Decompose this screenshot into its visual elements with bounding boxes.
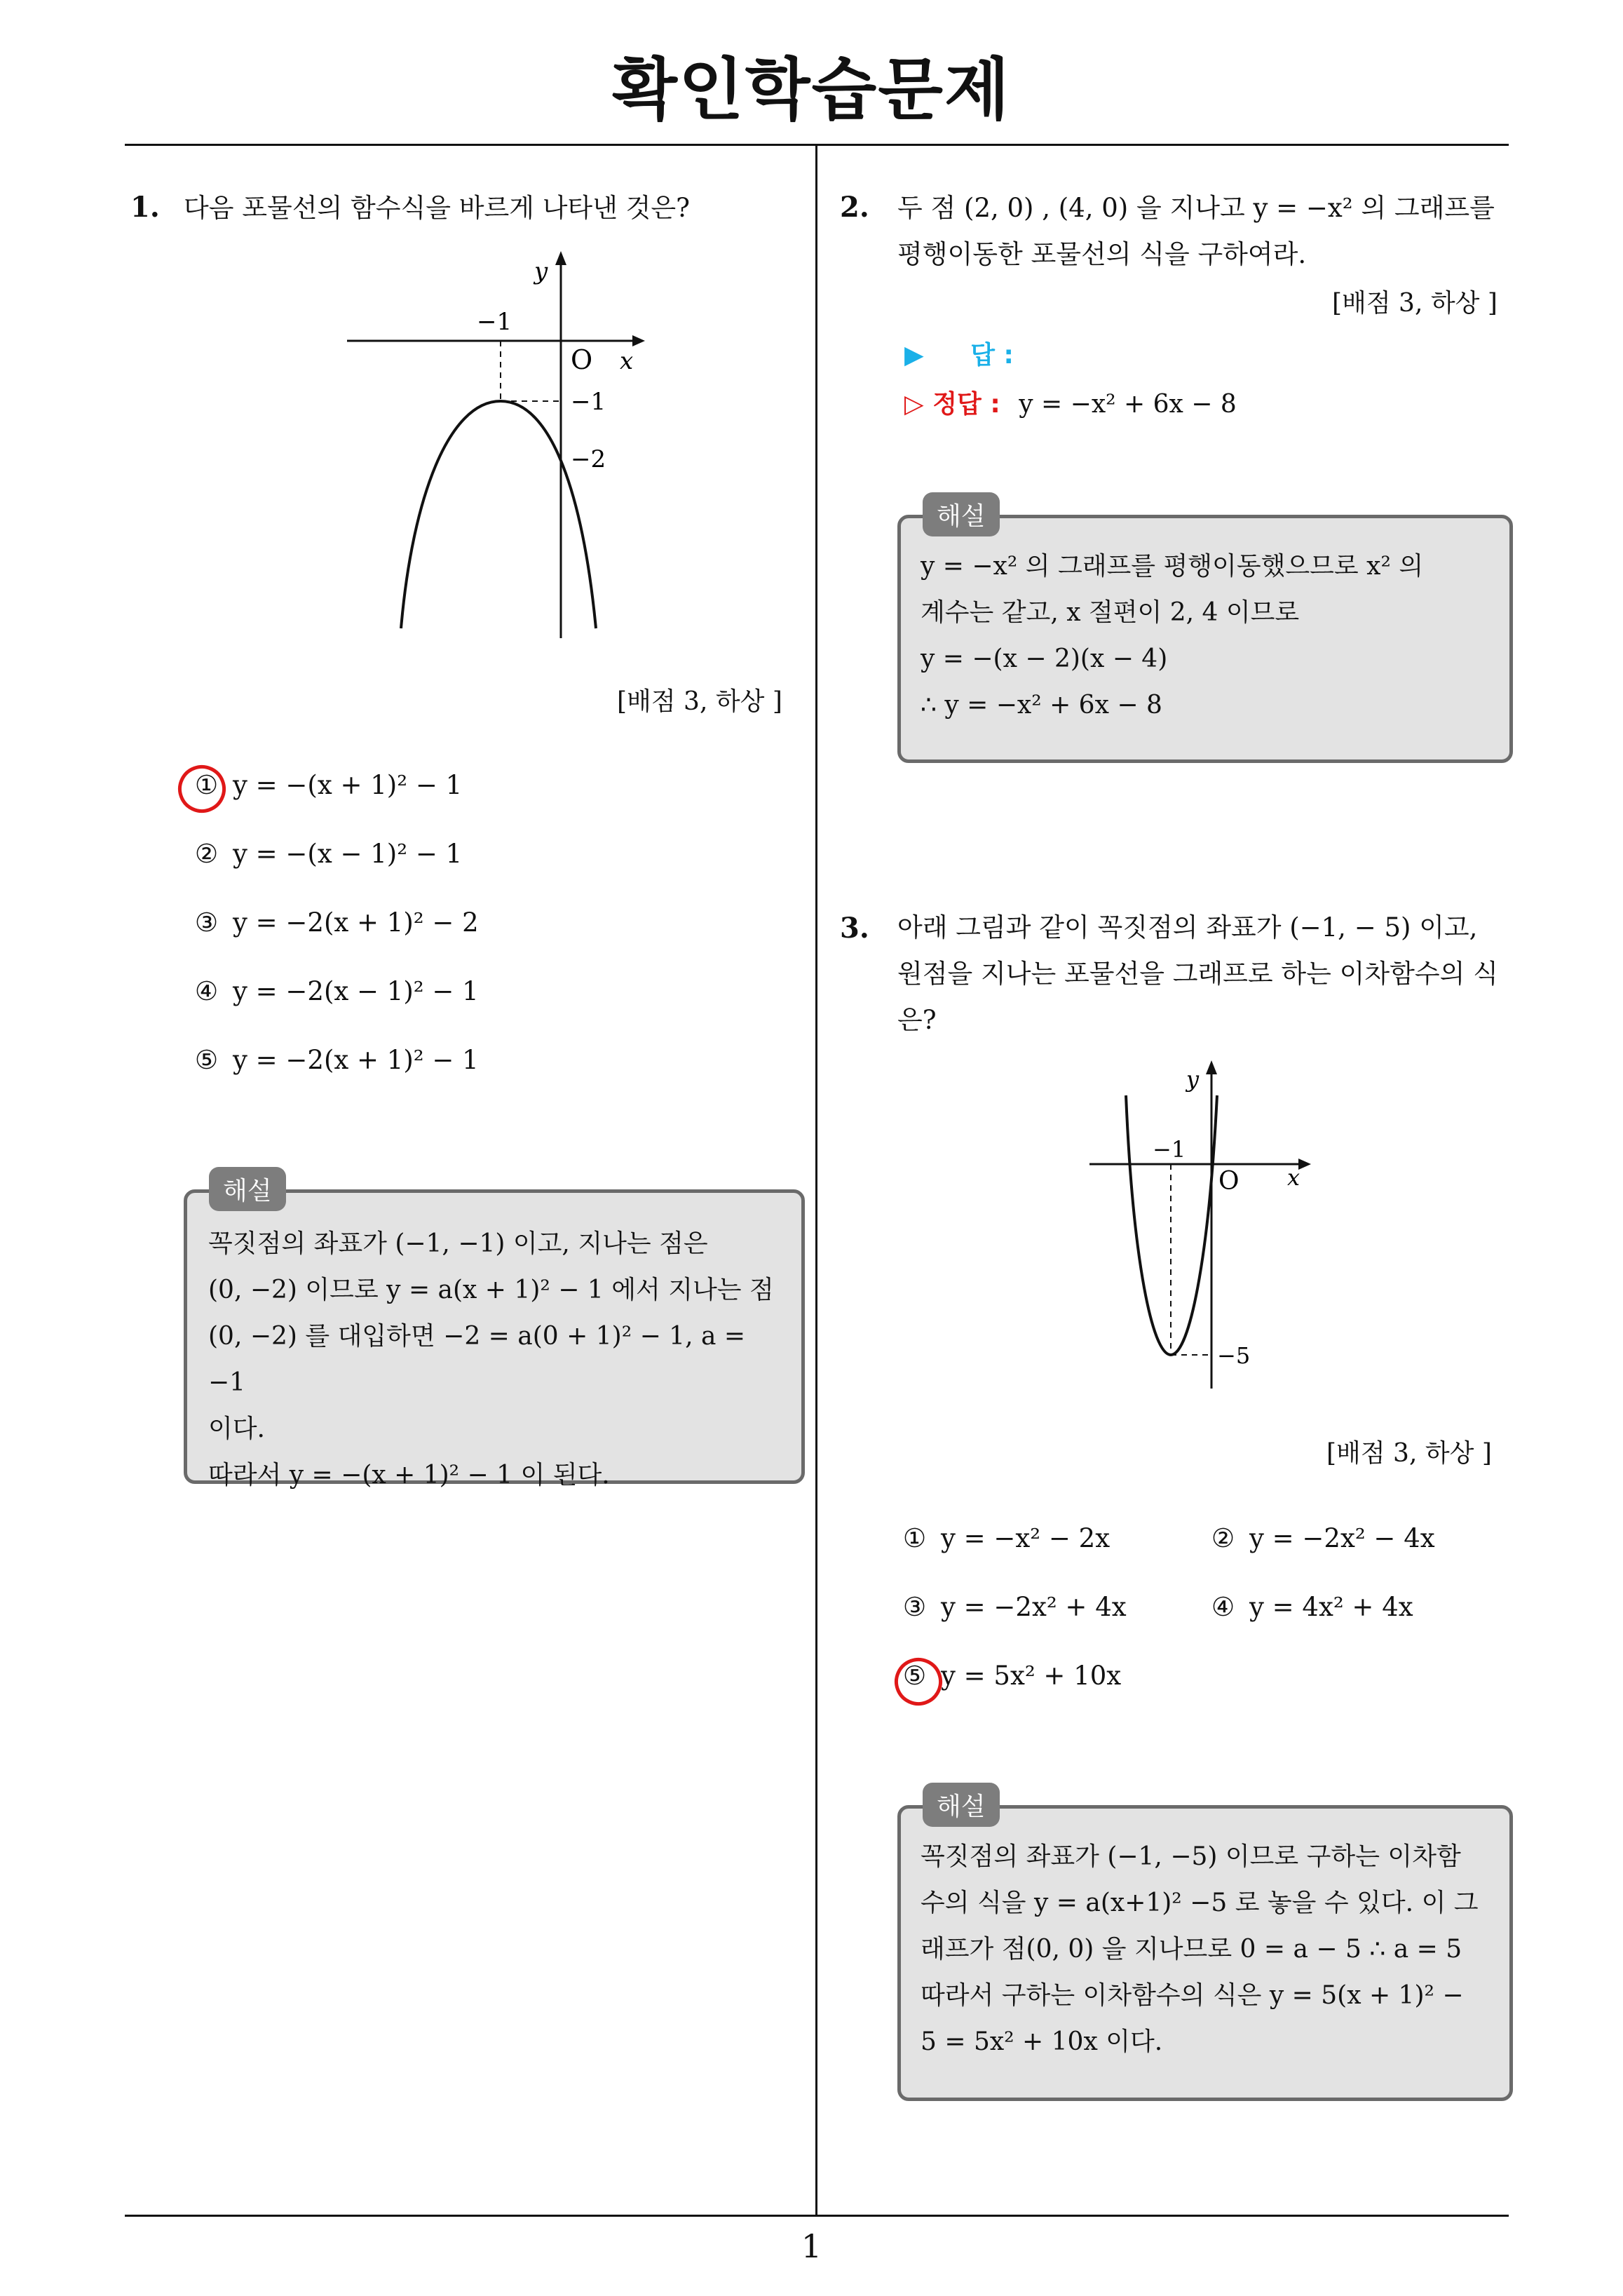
origin-label: O xyxy=(1218,1167,1240,1196)
choice-text: y = −2(x + 1)² − 1 xyxy=(233,1045,479,1075)
play-icon: ▶ xyxy=(904,341,924,370)
y-axis-label: y xyxy=(534,257,548,285)
explanation-line: (0, −2) 이므로 y = a(x + 1)² − 1 에서 지나는 점 xyxy=(208,1276,774,1304)
choice-mark: ③ xyxy=(903,1592,927,1622)
explanation-box xyxy=(897,515,1513,763)
choice-mark: ⑤ xyxy=(195,1045,219,1075)
explanation-text xyxy=(921,1834,1495,2065)
choice-5[interactable] xyxy=(903,1661,1121,1691)
explanation-line: (0, −2) 를 대입하면 −2 = a(0 + 1)² − 1, a = −1 xyxy=(208,1322,746,1397)
question-number: 2. xyxy=(840,191,869,224)
explanation-line: 꼭짓점의 좌표가 (−1, −5) 이므로 구하는 이차함 xyxy=(921,1842,1461,1871)
explanation-line: 따라서 구하는 이차함수의 식은 y = 5(x + 1)² − xyxy=(921,1981,1464,2010)
answer-row xyxy=(904,335,1014,371)
choice-text: y = −2x² − 4x xyxy=(1249,1523,1435,1553)
choice-mark: ⑤ xyxy=(903,1661,927,1691)
choice-4[interactable] xyxy=(195,976,479,1006)
choice-mark: ② xyxy=(195,839,219,869)
outline-play-icon: ▷ xyxy=(904,390,924,419)
question-line: 평행이동한 포물선의 식을 구하여라. xyxy=(897,239,1307,269)
choice-4[interactable] xyxy=(1211,1592,1413,1622)
q3-graph xyxy=(1080,1052,1388,1403)
question-line: 아래 그림과 같이 꼭짓점의 좌표가 (−1, − 5) 이고, xyxy=(897,912,1478,943)
intercept-label: −2 xyxy=(571,445,606,473)
page-title: 확인학습문제 xyxy=(612,50,1011,129)
choice-text: y = −x² − 2x xyxy=(941,1523,1111,1553)
explanation-line: ∴ y = −x² + 6x − 8 xyxy=(921,691,1162,720)
choice-1[interactable] xyxy=(195,770,462,800)
column-divider xyxy=(815,145,817,2215)
explanation-box xyxy=(897,1805,1513,2101)
correct-answer-row xyxy=(904,384,1237,420)
vertex-x-label: −1 xyxy=(477,308,512,336)
y-axis-arrow xyxy=(1206,1060,1217,1074)
choice-2[interactable] xyxy=(1211,1523,1435,1553)
x-axis-label: x xyxy=(620,347,634,375)
question-line: 두 점 (2, 0) , (4, 0) 을 지나고 y = −x² 의 그래프를 xyxy=(897,193,1495,223)
question-text xyxy=(897,185,1495,278)
choice-3[interactable] xyxy=(195,907,479,938)
choice-text: y = 4x² + 4x xyxy=(1249,1592,1413,1622)
explanation-line: 래프가 점(0, 0) 을 지나므로 0 = a − 5 ∴ a = 5 xyxy=(921,1935,1462,1964)
explanation-line: 계수는 같고, x 절편이 2, 4 이므로 xyxy=(921,598,1300,627)
explanation-text xyxy=(208,1221,790,1499)
explanation-line: 수의 식을 y = a(x+1)² −5 로 놓을 수 있다. 이 그 xyxy=(921,1889,1479,1917)
origin-label: O xyxy=(571,344,593,375)
question-score: [배점 3, 하상 ] xyxy=(1332,289,1498,318)
x-axis-arrow xyxy=(632,335,645,346)
choice-mark: ④ xyxy=(195,976,219,1006)
page-number: 1 xyxy=(801,2227,822,2265)
explanation-line: 따라서 y = −(x + 1)² − 1 이 된다. xyxy=(208,1461,610,1490)
x-axis-label: x xyxy=(1287,1164,1301,1191)
choice-1[interactable] xyxy=(903,1523,1110,1553)
choice-mark: ① xyxy=(903,1523,927,1553)
explanation-line: 5 = 5x² + 10x 이다. xyxy=(921,2027,1163,2056)
footer-rule xyxy=(125,2215,1509,2217)
answer-label: 답 : xyxy=(970,341,1014,370)
question-text: 다음 포물선의 함수식을 바르게 나타낸 것은? xyxy=(184,193,690,223)
vertex-y-label: −5 xyxy=(1217,1342,1251,1369)
correct-label: 정답 : xyxy=(932,390,1000,419)
explanation-line: y = −(x − 2)(x − 4) xyxy=(921,644,1168,673)
q1-graph xyxy=(330,245,652,645)
x-axis-arrow xyxy=(1298,1159,1311,1170)
vertex-y-label: −1 xyxy=(571,388,606,416)
choice-mark: ④ xyxy=(1211,1592,1235,1622)
explanation-line: 이다. xyxy=(208,1414,265,1443)
choice-mark: ② xyxy=(1211,1523,1235,1553)
choice-text: y = −(x + 1)² − 1 xyxy=(233,770,463,800)
explanation-text xyxy=(921,543,1495,729)
choice-3[interactable] xyxy=(903,1592,1127,1622)
choice-text: y = −(x − 1)² − 1 xyxy=(233,839,463,869)
choice-text: y = 5x² + 10x xyxy=(941,1661,1122,1691)
question-number: 3. xyxy=(840,912,869,945)
explanation-tag: 해설 xyxy=(923,1783,1000,1827)
question-text xyxy=(897,905,1498,1044)
parabola xyxy=(401,401,596,628)
correct-answer: y = −x² + 6x − 8 xyxy=(1019,390,1237,419)
question-score: [배점 3, 하상 ] xyxy=(1326,1439,1492,1468)
choice-mark: ① xyxy=(195,770,219,800)
explanation-tag: 해설 xyxy=(209,1167,286,1211)
question-line: 원점을 지나는 포물선을 그래프로 하는 이차함수의 식 xyxy=(897,959,1498,989)
explanation-tag: 해설 xyxy=(923,492,1000,536)
y-axis-label: y xyxy=(1186,1066,1200,1093)
y-axis-arrow xyxy=(555,251,566,265)
choice-5[interactable] xyxy=(195,1045,479,1075)
explanation-box xyxy=(184,1189,805,1490)
choice-text: y = −2(x + 1)² − 2 xyxy=(233,907,479,938)
choice-mark: ③ xyxy=(195,907,219,938)
choice-2[interactable] xyxy=(195,839,462,869)
question-score: [배점 3, 하상 ] xyxy=(617,687,782,716)
question-line: 은? xyxy=(897,1005,937,1035)
explanation-line: 꼭짓점의 좌표가 (−1, −1) 이고, 지나는 점은 xyxy=(208,1229,708,1258)
vertex-x-label: −1 xyxy=(1153,1136,1186,1163)
explanation-line: y = −x² 의 그래프를 평행이동했으므로 x² 의 xyxy=(921,552,1424,581)
choice-text: y = −2(x − 1)² − 1 xyxy=(233,976,479,1006)
question-number: 1. xyxy=(130,191,160,224)
choice-text: y = −2x² + 4x xyxy=(941,1592,1127,1622)
